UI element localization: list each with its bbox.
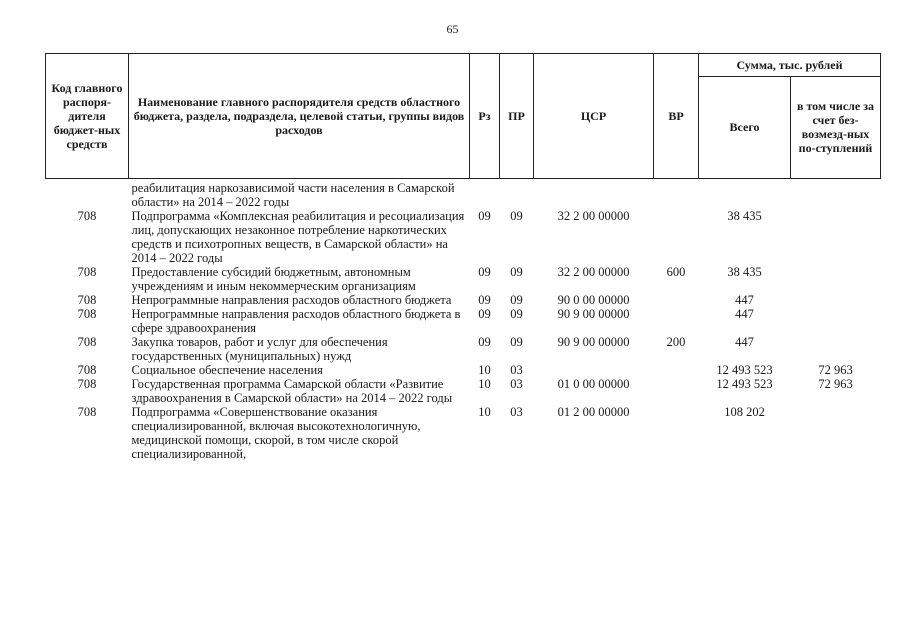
cell-code: 708 (77, 293, 97, 307)
cell-pr: 09 (510, 293, 523, 307)
cell-csr: 90 9 00 00000 (557, 307, 630, 321)
cell-free (791, 293, 881, 307)
cell-vr (654, 377, 699, 405)
cell-name: Подпрограмма «Совершенствование оказания специализированной, включая высокотехнологичную, медицинской помощи, скорой, в том числе скорой специализированной, (131, 405, 421, 461)
table-body (46, 179, 881, 462)
cell-pr: 03 (510, 363, 523, 377)
cell-rz: 09 (478, 293, 491, 307)
cell-free (791, 265, 881, 293)
cell-total: 38 435 (727, 265, 762, 279)
table-row (46, 293, 881, 307)
cell-name: Государственная программа Самарской области «Развитие здравоохранения в Самарской области» на 2014 – 2022 годы (131, 377, 453, 405)
header-pr: ПР (500, 54, 534, 179)
cell-vr: 200 (666, 335, 686, 349)
cell-rz (470, 179, 500, 210)
cell-pr: 03 (510, 405, 523, 419)
cell-rz: 10 (478, 363, 491, 377)
cell-vr (654, 179, 699, 210)
cell-csr: 01 2 00 00000 (557, 405, 630, 419)
cell-code (46, 179, 129, 210)
header-vr: ВР (654, 54, 699, 179)
cell-free (791, 405, 881, 461)
cell-csr: 90 9 00 00000 (557, 335, 630, 349)
cell-total: 447 (735, 293, 754, 307)
cell-total: 12 493 523 (716, 377, 773, 391)
cell-rz: 10 (478, 377, 491, 391)
cell-total: 38 435 (727, 209, 762, 223)
header-code: Код главного распоря-дителя бюджет-ных средств (46, 54, 129, 179)
cell-total: 447 (735, 335, 754, 349)
cell-csr: 90 0 00 00000 (557, 293, 630, 307)
cell-name: Непрограммные направления расходов областного бюджета в сфере здравоохранения (131, 307, 461, 335)
cell-csr: 01 0 00 00000 (557, 377, 630, 391)
cell-pr: 09 (510, 335, 523, 349)
cell-total: 12 493 523 (716, 363, 773, 377)
cell-code: 708 (77, 335, 97, 349)
cell-vr: 600 (666, 265, 686, 279)
cell-code: 708 (77, 209, 97, 223)
cell-free: 72 963 (818, 363, 853, 377)
cell-rz: 10 (478, 405, 491, 419)
cell-vr (654, 405, 699, 461)
table-row (46, 209, 881, 265)
cell-total: 108 202 (724, 405, 765, 419)
table-row (46, 405, 881, 461)
cell-pr: 09 (510, 265, 523, 279)
table-row (46, 335, 881, 363)
cell-pr: 09 (510, 209, 523, 223)
cell-name: Предоставление субсидий бюджетным, автономным учреждениям и иным некоммерческим организациям (131, 265, 416, 293)
cell-csr (534, 179, 654, 210)
cell-csr: 32 2 00 00000 (557, 265, 630, 279)
cell-name: Закупка товаров, работ и услуг для обеспечения государственных (муниципальных) нужд (131, 335, 388, 363)
cell-csr (534, 363, 654, 377)
cell-name: Социальное обеспечение населения (131, 363, 323, 377)
header-csr: ЦСР (534, 54, 654, 179)
page-number: 65 (446, 22, 459, 36)
table-row (46, 179, 881, 210)
cell-vr (654, 209, 699, 265)
cell-rz: 09 (478, 335, 491, 349)
cell-free (791, 335, 881, 363)
table-header (46, 54, 881, 179)
table-row (46, 363, 881, 377)
cell-vr (654, 363, 699, 377)
cell-code: 708 (77, 363, 97, 377)
cell-free (791, 209, 881, 265)
header-sum: Сумма, тыс. рублей (699, 54, 881, 77)
header-total: Всего (699, 76, 791, 178)
cell-free (791, 179, 881, 210)
cell-pr: 09 (510, 307, 523, 321)
cell-name: реабилитация наркозависимой части населения в Самарской области» на 2014 – 2022 годы (131, 181, 455, 209)
cell-code: 708 (77, 377, 97, 391)
cell-pr (500, 179, 534, 210)
header-name: Наименование главного распорядителя средств областного бюджета, раздела, подраздела, целевой статьи, группы видов расходов (129, 54, 470, 179)
table-row (46, 307, 881, 335)
cell-total: 447 (735, 307, 754, 321)
header-rz: Рз (470, 54, 500, 179)
budget-table (45, 53, 881, 461)
cell-rz: 09 (478, 307, 491, 321)
cell-rz: 09 (478, 209, 491, 223)
cell-free: 72 963 (818, 377, 853, 391)
cell-vr (654, 307, 699, 335)
cell-code: 708 (77, 265, 97, 279)
cell-pr: 03 (510, 377, 523, 391)
cell-csr: 32 2 00 00000 (557, 209, 630, 223)
table-row (46, 265, 881, 293)
cell-vr (654, 293, 699, 307)
cell-free (791, 307, 881, 335)
cell-code: 708 (77, 405, 97, 419)
cell-name: Подпрограмма «Комплексная реабилитация и ресоциализация лиц, допускающих незаконное потребление наркотических средств и психотропных веществ, в Самарской области» на 2014 – 2022 годы (131, 209, 465, 265)
cell-code: 708 (77, 307, 97, 321)
header-free: в том числе за счет без-возмезд-ных по-ступлений (791, 76, 881, 178)
cell-rz: 09 (478, 265, 491, 279)
cell-name: Непрограммные направления расходов областного бюджета (131, 293, 452, 307)
table-row (46, 377, 881, 405)
cell-total (699, 179, 791, 210)
